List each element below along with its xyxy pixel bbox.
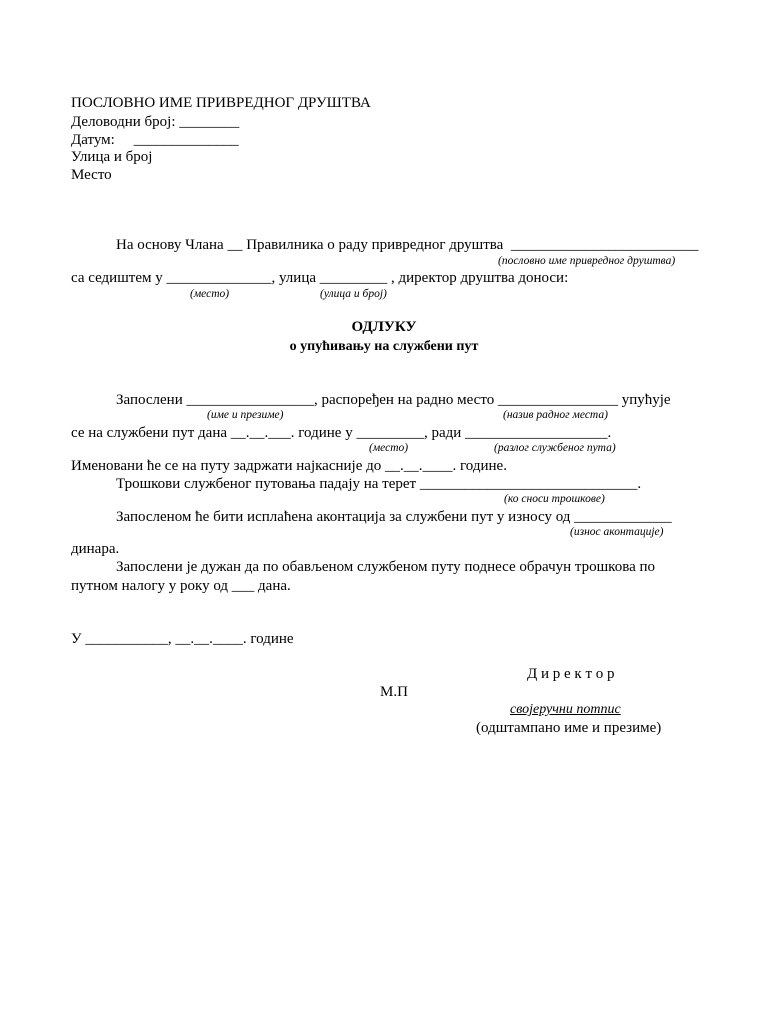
caption-trip-reason: (разлог службеног пута) (494, 442, 616, 454)
place-and-date: У ___________, __.__.____. године (71, 631, 294, 647)
document-title: ОДЛУКУ (351, 319, 417, 335)
signature-line: својеручни потпис (510, 702, 621, 717)
body-p2: Именовани ће се на путу задржати најкасније до __.__.____. године. (71, 458, 507, 474)
caption-place: (место) (190, 288, 230, 300)
caption-costs: (ко сноси трошкове) (504, 493, 605, 505)
body-p5-line-2: путном налогу у року од ___ дана. (71, 578, 291, 594)
body-p3: Трошкови службеног путовања падају на терет _____________________________. (116, 476, 642, 492)
caption-name: (име и презиме) (207, 409, 284, 421)
caption-street: (улица и број) (320, 288, 387, 300)
printed-name-caption: (одштампано име и презиме) (476, 720, 662, 736)
body-p5-line-1: Запослени је дужан да по обављеном службеном путу поднесе обрачун трошкова по (116, 559, 656, 575)
caption-company-name: (пословно име привредног друштва) (498, 255, 676, 267)
body-p4-end: динара. (71, 541, 120, 557)
caption-trip-place: (место) (369, 442, 409, 454)
director-label: Д и р е к т о р (527, 666, 615, 682)
body-p1-line-2: се на службени пут дана __.__.___. године у _________, ради ___________________. (71, 425, 612, 441)
stamp-label: М.П (380, 684, 408, 700)
body-p4: Запосленом ће бити исплаћена аконтација за службени пут у износу од _____________ (116, 509, 672, 525)
body-p1-line-1: Запослени _________________, распоређен на радно место ________________ упућује (116, 392, 671, 408)
intro-line-2: са седиштем у ______________, улица _________ , директор друштва доноси: (71, 270, 569, 286)
company-name: ПОСЛОВНО ИМЕ ПРИВРЕДНОГ ДРУШТВА (71, 95, 371, 111)
document-date: Датум: ______________ (71, 132, 239, 148)
reference-number: Деловодни број: ________ (71, 114, 240, 130)
intro-line-1: На основу Члана __ Правилника о раду привредног друштва _________________________ (116, 237, 699, 253)
caption-advance: (износ аконтације) (570, 526, 664, 538)
place: Место (71, 167, 112, 183)
caption-position: (назив радног места) (503, 409, 608, 421)
street-address: Улица и број (71, 149, 153, 165)
document-subtitle: о упућивању на службени пут (289, 339, 479, 354)
